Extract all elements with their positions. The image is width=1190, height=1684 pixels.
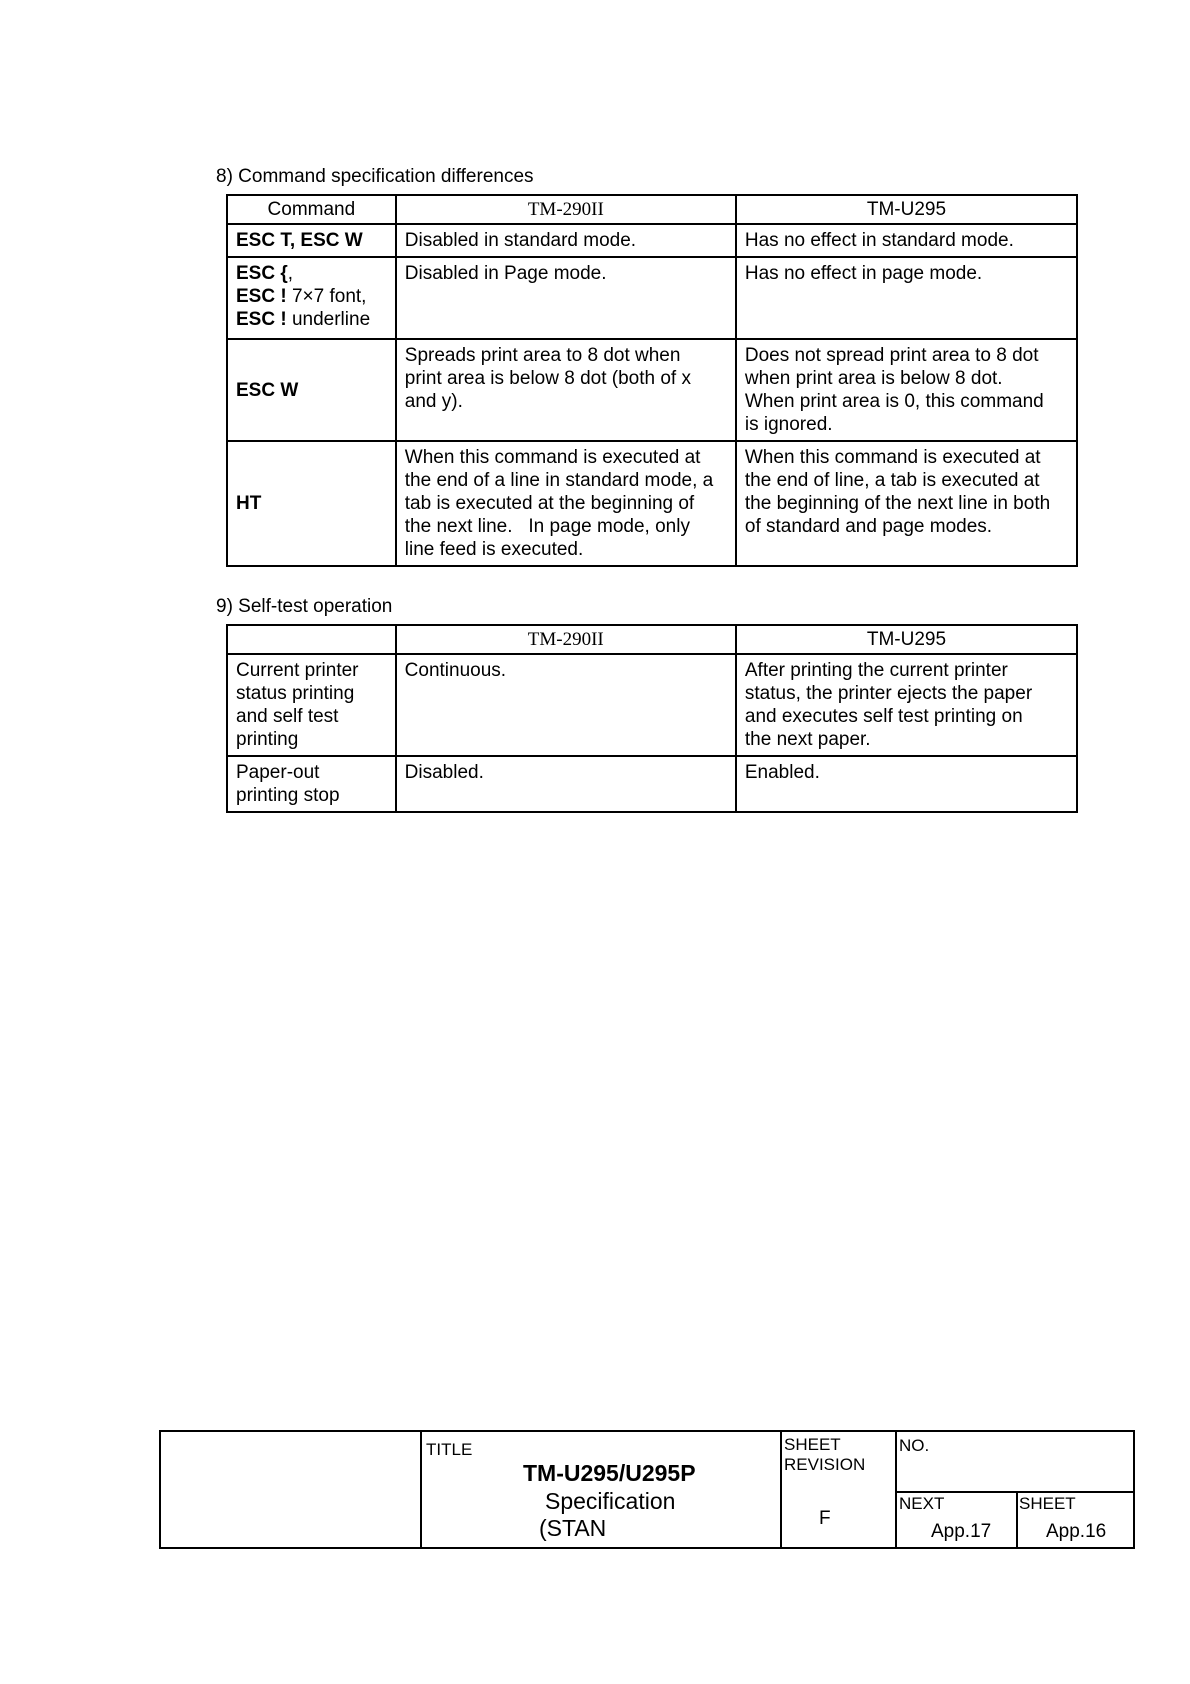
tm290-cell [396,224,736,257]
self-test-table [226,624,1078,813]
command-note: underline [286,309,371,330]
cell-line: When this command is executed at [404,447,701,468]
sheet-no-label: SHEET [1019,1494,1076,1513]
cell-line: is ignored. [744,414,833,435]
title-block [159,1430,1135,1549]
cell-line: the end of a line in standard mode, a [404,470,714,491]
table-header-row [227,195,1077,224]
tmu295-cell [736,441,1077,566]
tm290-cell [396,339,736,441]
spec-title-line2: (STAN [539,1515,607,1541]
cell-line: the next line. In page mode, only [404,516,690,537]
cell-line: Disabled in standard mode. [404,230,637,251]
tm290-cell [396,257,736,339]
section-9-title: 9) Self-test operation [216,596,393,617]
table-header-row [227,625,1077,654]
tmu295-cell [736,339,1077,441]
table-row [227,441,1077,566]
cell-line: Spreads print area to 8 dot when [404,345,681,366]
command-name: ESC W [236,379,299,401]
tmu295-cell [736,654,1077,756]
cell-line: status, the printer ejects the paper [744,683,1033,704]
sheet-label: SHEET [784,1435,841,1454]
header-tmu295: TM-U295 [736,195,1077,224]
spec-title-line1: Specification [545,1488,676,1514]
cell-line: line feed is executed. [404,539,584,560]
table-row [227,756,1077,812]
revision-value: F [819,1508,831,1529]
command-cell [227,441,396,566]
cell-line: printing [236,729,299,750]
command-line [236,308,387,331]
model-name: TM-U295/U295P [523,1460,696,1486]
no-label: NO. [899,1436,930,1455]
cell-line: tab is executed at the beginning of [404,493,695,514]
cell-line: printing stop [236,785,340,806]
tmu295-cell [736,756,1077,812]
header-command: Command [227,195,396,224]
command-cell [227,339,396,441]
cell-line: the beginning of the next line in both [744,493,1051,514]
label-cell [227,654,396,756]
command-differences-table [226,194,1078,567]
cell-line: Has no effect in standard mode. [744,230,1014,251]
command-cell [227,257,396,339]
header-tm290: TM-290II [396,625,736,654]
table-row [227,339,1077,441]
command-name: HT [236,493,262,514]
command-note: , [287,263,294,284]
command-name: ESC ! [236,309,287,330]
header-tm290: TM-290II [396,195,736,224]
table-row [227,224,1077,257]
cell-line: Does not spread print area to 8 dot [744,345,1039,366]
cell-line: Disabled in Page mode. [404,263,607,284]
section-8-title: 8) Command specification differences [216,166,534,187]
cell-line: Continuous. [404,660,507,681]
cell-line: After printing the current printer [744,660,1008,681]
tmu295-cell [736,257,1077,339]
tmu295-cell [736,224,1077,257]
cell-line: the next paper. [744,729,871,750]
divider [420,1432,422,1547]
cell-line: Enabled. [744,762,820,783]
cell-line: When this command is executed at [744,447,1041,468]
divider [895,1491,1133,1493]
cell-line: Disabled. [404,762,484,783]
title-label: TITLE [426,1440,473,1459]
cell-line: and y). [404,391,463,412]
command-name: ESC { [236,263,288,284]
command-line [236,262,387,285]
cell-line: Paper-out [236,762,320,783]
table-row [227,654,1077,756]
cell-line: when print area is below 8 dot. [744,368,1003,389]
cell-line: When print area is 0, this command [744,391,1044,412]
cell-line: the end of line, a tab is executed at [744,470,1040,491]
next-label: NEXT [899,1494,945,1513]
command-name: ESC ! [236,286,287,307]
command-note: 7×7 font, [286,286,367,307]
cell-line: and executes self test printing on [744,706,1023,727]
command-cell [227,224,396,257]
revision-label: REVISION [784,1455,866,1474]
command-line [236,285,387,308]
sheet-value: App.16 [1046,1521,1107,1542]
divider [895,1432,897,1547]
cell-line: and self test [236,706,339,727]
table-row [227,257,1077,339]
cell-line: of standard and page modes. [744,516,993,537]
cell-line: status printing [236,683,355,704]
tm290-cell [396,654,736,756]
tm290-cell [396,756,736,812]
tm290-cell [396,441,736,566]
command-name: ESC T, ESC W [236,230,363,251]
next-value: App.17 [931,1521,992,1542]
header-tmu295: TM-U295 [736,625,1077,654]
cell-line: print area is below 8 dot (both of x [404,368,691,389]
header-empty [227,625,396,654]
cell-line: Has no effect in page mode. [744,263,983,284]
label-cell [227,756,396,812]
divider [1016,1491,1018,1547]
divider [780,1432,782,1547]
cell-line: Current printer [236,660,359,681]
